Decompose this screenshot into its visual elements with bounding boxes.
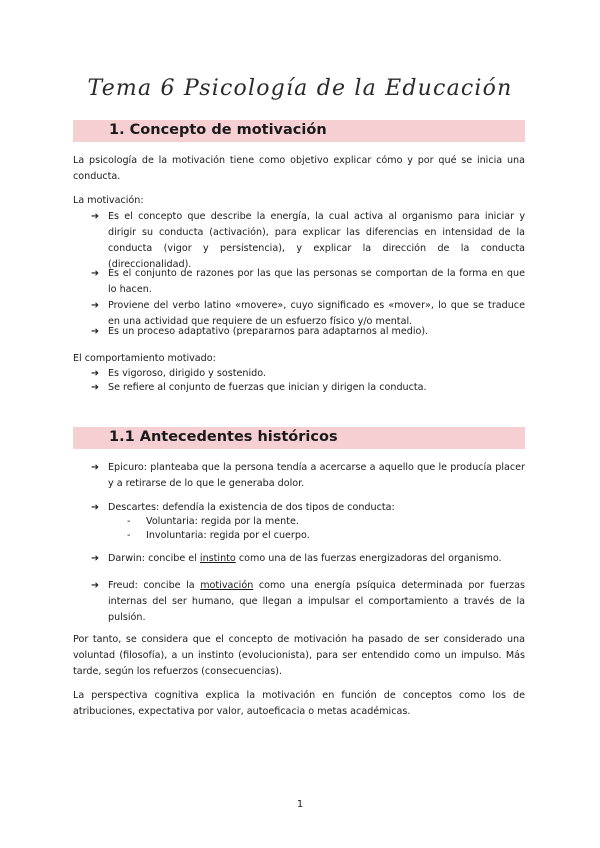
conclusion-paragraph: Por tanto, se considera que el concepto de motivación ha pasado de ser considerado una voluntad (filosofía), a un instinto (evolucionista), para ser entendido como un impulso. Más tarde, según los refuerzos (consecuencias). [73,634,525,677]
arrow-right-icon: ➔ [91,268,100,279]
page-title: Tema 6 Psicología de la Educación [87,76,513,101]
arrow-right-icon: ➔ [91,382,100,393]
darwin-text-end: como una de las fuerzas energizadoras del organismo. [235,553,502,564]
arrow-right-icon: ➔ [91,211,100,222]
page-number: 1 [296,799,304,810]
section-heading: 1. Concepto de motivación [109,122,327,138]
arrow-right-icon: ➔ [91,300,100,311]
history-item-freud [108,578,525,626]
subsection-heading: 1.1 Antecedentes históricos [109,429,338,445]
freud-text-start: Freud: concibe la [108,580,201,591]
list-item: Es vigoroso, dirigido y sostenido. [108,368,266,379]
list-item: Se refiere al conjunto de fuerzas que inician y dirigen la conducta. [108,382,427,393]
sub-list-item: Voluntaria: regida por la mente. [146,516,299,527]
history-item-descartes: Descartes: defendía la existencia de dos tipos de conducta: [108,502,395,513]
list-item: Es el conjunto de razones por las que las personas se comportan de la forma en que lo hacen. [108,268,525,295]
freud-underlined-term: motivación [200,580,254,591]
history-item-darwin [108,551,502,567]
subsection-heading-band [73,427,525,449]
motivation-label: La motivación: [73,195,144,206]
intro-paragraph: La psicología de la motivación tiene como objetivo explicar cómo y por qué se inicia una conducta. [73,155,525,182]
dash-icon: - [127,530,131,541]
arrow-right-icon: ➔ [91,553,100,564]
list-item: Es un proceso adaptativo (prepararnos para adaptarnos al medio). [108,326,429,337]
history-item-epicuro: Epicuro: planteaba que la persona tendía a acercarse a aquello que le producía placer y a retirarse de lo que le generaba dolor. [108,462,525,489]
arrow-right-icon: ➔ [91,502,100,513]
arrow-right-icon: ➔ [91,462,100,473]
darwin-underlined-term: instinto [199,553,236,564]
arrow-right-icon: ➔ [91,580,100,591]
freud-text-end: como una energía psíquica determinada por fuerzas internas del ser humano, que llegan a impulsar el comportamiento a través de la pulsión. [108,580,525,623]
list-item: Es el concepto que describe la energía, la cual activa al organismo para iniciar y dirigir su conducta (activación), para explicar las diferencias en intensidad de la conducta (vigor y persistencia), y explicar la dirección de la conducta (direccionalidad). [108,211,525,270]
sub-list-item: Involuntaria: regida por el cuerpo. [146,530,310,541]
arrow-right-icon: ➔ [91,368,100,379]
list-item: Proviene del verbo latino «movere», cuyo significado es «mover», lo que se traduce en una actividad que requiere de un esfuerzo físico y/o mental. [108,300,525,327]
arrow-right-icon: ➔ [91,326,100,337]
behavior-label: El comportamiento motivado: [73,353,216,364]
cognitive-paragraph: La perspectiva cognitiva explica la motivación en función de conceptos como los de atribuciones, expectativa por valor, autoeficacia o metas académicas. [73,690,525,717]
dash-icon: - [127,516,131,527]
darwin-text-start: Darwin: concibe el [108,553,200,564]
section-heading-band [73,120,525,142]
